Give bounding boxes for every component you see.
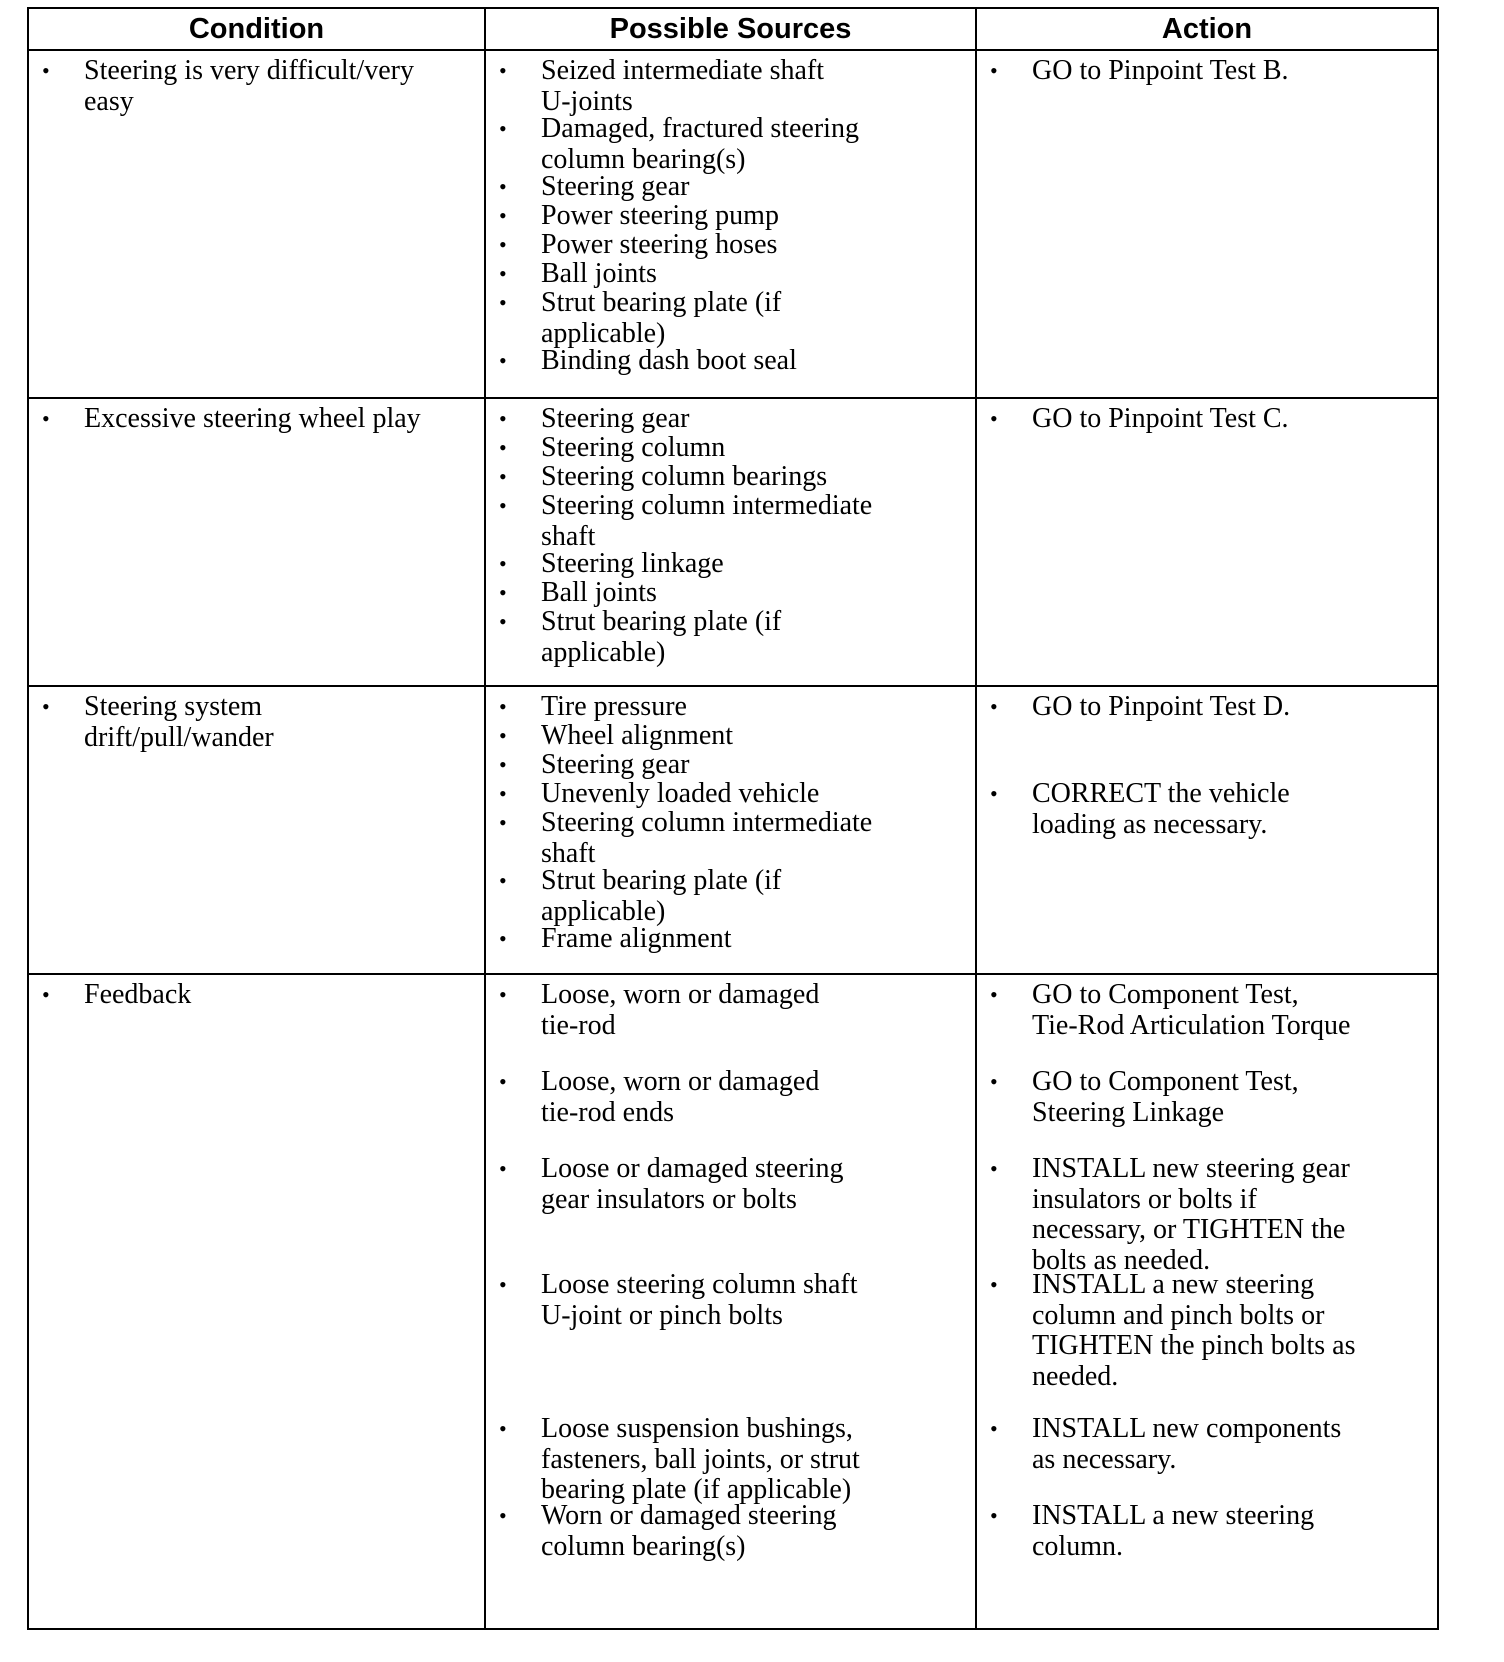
condition-cell (28, 398, 485, 686)
source-item: • Unevenly loaded vehicle (499, 778, 820, 809)
source-item: • Strut bearing plate (if applicable) (499, 287, 782, 349)
condition-item: • Steering system drift/pull/wander (42, 691, 274, 753)
source-item: • Power steering hoses (499, 229, 778, 260)
source-item: • Wheel alignment (499, 720, 734, 751)
condition-item: • Feedback (42, 979, 192, 1010)
table-row (28, 50, 1438, 398)
source-item: • Binding dash boot seal (499, 345, 797, 376)
source-item: • Damaged, fractured steering column bearing(s) (499, 113, 859, 175)
action-item: • GO to Component Test, Tie-Rod Articulation Torque (990, 979, 1351, 1041)
header-condition: Condition (28, 8, 485, 50)
action-item: • INSTALL a new steering column. (990, 1500, 1315, 1562)
source-item: • Loose or damaged steering gear insulators or bolts (499, 1153, 844, 1215)
source-item: • Power steering pump (499, 200, 779, 231)
table-row (28, 686, 1438, 974)
source-item: • Steering gear (499, 171, 690, 202)
action-cell (976, 50, 1438, 398)
table-row (28, 974, 1438, 1629)
condition-cell (28, 50, 485, 398)
source-item: • Strut bearing plate (if applicable) (499, 865, 782, 927)
source-item: • Steering column (499, 432, 726, 463)
header-row (28, 8, 1438, 50)
action-item: • INSTALL new steering gear insulators or bolts if necessary, or TIGHTEN the bolts as needed. (990, 1153, 1350, 1276)
source-item: • Steering column intermediate shaft (499, 807, 873, 869)
action-item: • GO to Component Test, Steering Linkage (990, 1066, 1299, 1128)
source-item: • Loose, worn or damaged tie-rod (499, 979, 820, 1041)
action-item: • GO to Pinpoint Test C. (990, 403, 1289, 434)
header-action: Action (976, 8, 1438, 50)
source-item: • Loose, worn or damaged tie-rod ends (499, 1066, 820, 1128)
action-cell (976, 398, 1438, 686)
action-item: • INSTALL a new steering column and pinch bolts or TIGHTEN the pinch bolts as needed. (990, 1269, 1356, 1392)
source-item: • Ball joints (499, 577, 657, 608)
source-item: • Loose suspension bushings, fasteners, ball joints, or strut bearing plate (if applicable) (499, 1413, 860, 1505)
diagnosis-table (27, 7, 1439, 1630)
action-cell (976, 974, 1438, 1629)
action-item: • INSTALL new components as necessary. (990, 1413, 1342, 1475)
action-item: • GO to Pinpoint Test D. (990, 691, 1291, 722)
action-item: • CORRECT the vehicle loading as necessary. (990, 778, 1290, 840)
header-possible-sources: Possible Sources (485, 8, 976, 50)
source-item: • Seized intermediate shaft U-joints (499, 55, 824, 117)
condition-cell (28, 686, 485, 974)
source-item: • Frame alignment (499, 923, 732, 954)
sources-cell (485, 974, 976, 1629)
sources-cell (485, 686, 976, 974)
source-item: • Tire pressure (499, 691, 687, 722)
sources-cell (485, 50, 976, 398)
source-item: • Ball joints (499, 258, 657, 289)
action-cell (976, 686, 1438, 974)
condition-item: • Steering is very difficult/very easy (42, 55, 414, 117)
source-item: • Steering gear (499, 749, 690, 780)
condition-cell (28, 974, 485, 1629)
source-item: • Worn or damaged steering column bearing(s) (499, 1500, 837, 1562)
source-item: • Steering gear (499, 403, 690, 434)
source-item: • Strut bearing plate (if applicable) (499, 606, 782, 668)
source-item: • Steering column bearings (499, 461, 828, 492)
table-row (28, 398, 1438, 686)
condition-item: • Excessive steering wheel play (42, 403, 421, 434)
sources-cell (485, 398, 976, 686)
action-item: • GO to Pinpoint Test B. (990, 55, 1289, 86)
source-item: • Steering linkage (499, 548, 724, 579)
source-item: • Steering column intermediate shaft (499, 490, 873, 552)
source-item: • Loose steering column shaft U-joint or pinch bolts (499, 1269, 858, 1331)
